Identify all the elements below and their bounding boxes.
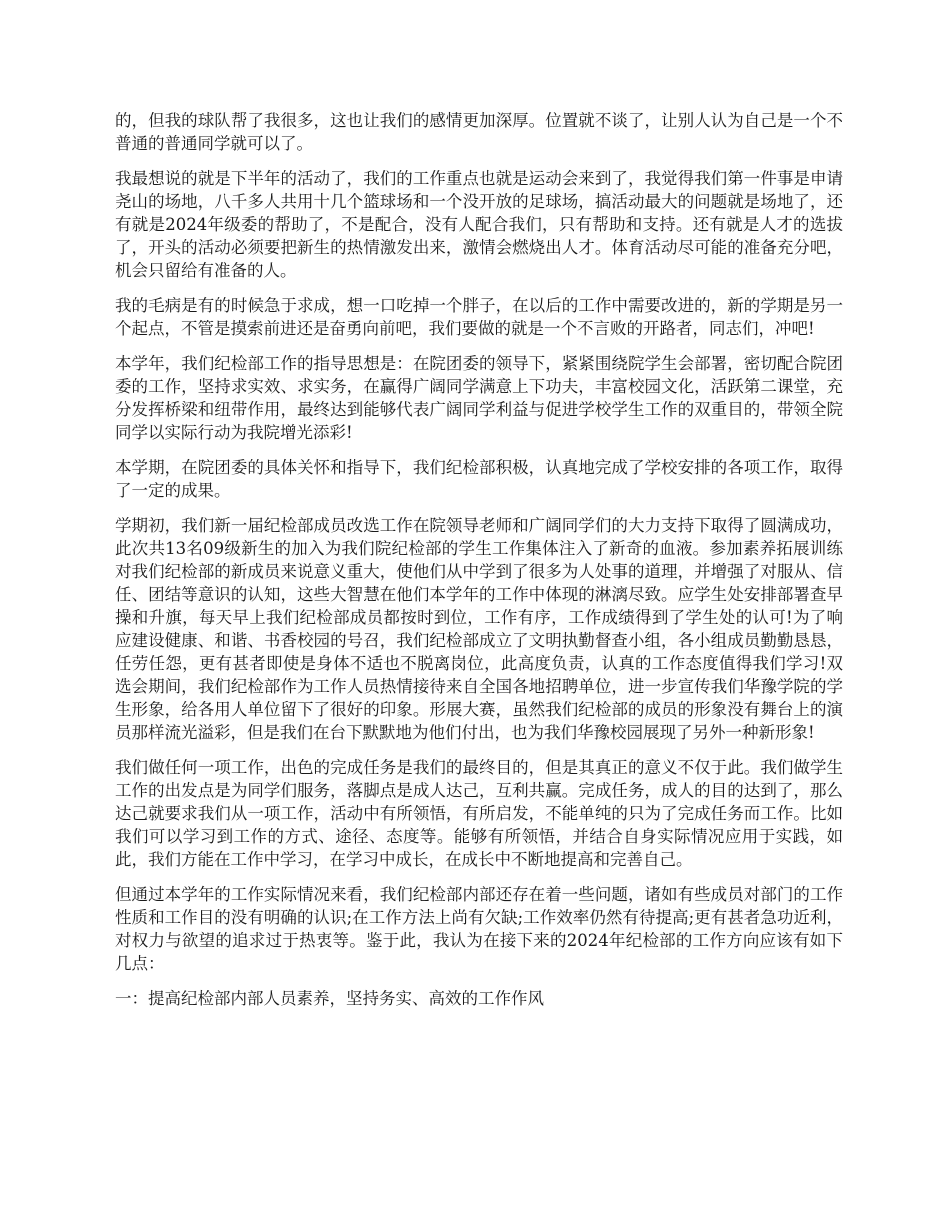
paragraph-5: 本学期，在院团委的具体关怀和指导下，我们纪检部积极，认真地完成了学校安排的各项工作，取得了一定的成果。	[115, 458, 843, 500]
paragraph-8: 但通过本学年的工作实际情况来看，我们纪检部内部还存在着一些问题，诸如有些成员对部门的工作性质和工作目的没有明确的认识;在工作方法上尚有欠缺;工作效率仍然有待提高;更有甚者急功近利，对权力与欲望的追求过于热衷等。鉴于此，我认为在接下来的2024年纪检部的工作方向应该有如下几点：	[115, 885, 843, 973]
document-body	[115, 109, 843, 1022]
paragraph-1: 的，但我的球队帮了我很多，这也让我们的感情更加深厚。位置就不谈了，让别人认为自己是一个不普通的普通同学就可以了。	[115, 111, 843, 153]
paragraph-6: 学期初，我们新一届纪检部成员改选工作在院领导老师和广阔同学们的大力支持下取得了圆满成功，此次共13名09级新生的加入为我们院纪检部的学生工作集体注入了新奇的血液。参加素养拓展训练对我们纪检部的新成员来说意义重大，使他们从中学到了很多为人处事的道理，并增强了对服从、信任、团结等意识的认知，这些大智慧在他们本学年的工作中体现的淋漓尽致。应学生处安排部署查早操和升旗，每天早上我们纪检部成员都按时到位，工作有序，工作成绩得到了学生处的认可!为了响应建设健康、和谐、书香校园的号召，我们纪检部成立了文明执勤督查小组，各小组成员勤勤恳恳，任劳任怨，更有甚者即使是身体不适也不脱离岗位，此高度负责，认真的工作态度值得我们学习!双选会期间，我们纪检部作为工作人员热情接待来自全国各地招聘单位，进一步宣传我们华豫学院的学生形象，给各用人单位留下了很好的印象。形展大赛，虽然我们纪检部的成员的形象没有舞台上的演员那样流光溢彩，但是我们在台下默默地为他们付出，也为我们华豫校园展现了另外一种新形象!	[115, 516, 843, 742]
paragraph-7: 我们做任何一项工作，出色的完成任务是我们的最终目的，但是其真正的意义不仅于此。我们做学生工作的出发点是为同学们服务，落脚点是成人达己，互利共赢。完成任务，成人的目的达到了，那么达己就要求我们从一项工作，活动中有所领悟，有所启发，不能单纯的只为了完成任务而工作。比如我们可以学习到工作的方式、途径、态度等。能够有所领悟，并结合自身实际情况应用于实践，如此，我们方能在工作中学习，在学习中成长，在成长中不断地提高和完善自己。	[115, 758, 843, 869]
paragraph-9: 一：提高纪检部内部人员素养，坚持务实、高效的工作作风	[115, 989, 544, 1008]
paragraph-3: 我的毛病是有的时候急于求成，想一口吃掉一个胖子，在以后的工作中需要改进的，新的学期是另一个起点，不管是摸索前进还是奋勇向前吧，我们要做的就是一个不言败的开路者，同志们，冲吧!	[115, 296, 843, 338]
paragraph-4: 本学年，我们纪检部工作的指导思想是：在院团委的领导下，紧紧围绕院学生会部署，密切配合院团委的工作，坚持求实效、求实务，在赢得广阔同学满意上下功夫，丰富校园文化，活跃第二课堂，充分发挥桥梁和纽带作用，最终达到能够代表广阔同学利益与促进学校学生工作的双重目的，带领全院同学以实际行动为我院增光添彩!	[115, 354, 843, 442]
paragraph-2: 我最想说的就是下半年的活动了，我们的工作重点也就是运动会来到了，我觉得我们第一件事是申请尧山的场地，八千多人共用十几个篮球场和一个没开放的足球场，搞活动最大的问题就是场地了，还有就是2024年级委的帮助了，不是配合，没有人配合我们，只有帮助和支持。还有就是人才的选拔了，开头的活动必须要把新生的热情激发出来，激情会燃烧出人才。体育活动尽可能的准备充分吧，机会只留给有准备的人。	[115, 169, 843, 280]
